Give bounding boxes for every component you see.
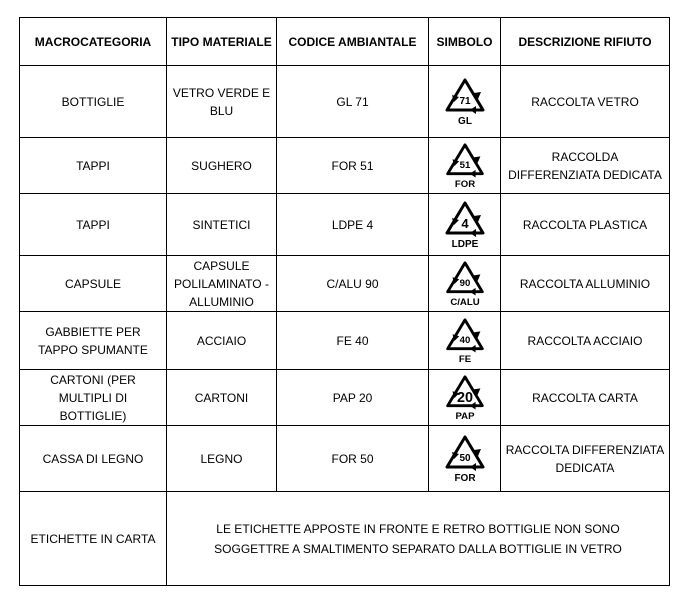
symbol-label: GL <box>457 115 472 127</box>
simbolo-cell <box>429 312 501 370</box>
simbolo-cell <box>429 256 501 312</box>
symbol-number: 51 <box>459 159 470 171</box>
header-codice-ambientale: CODICE AMBIANTALE <box>277 18 429 66</box>
recycling-symbol-icon <box>441 316 489 366</box>
symbol-number: 50 <box>458 452 471 464</box>
symbol-label: FOR <box>454 178 475 190</box>
simbolo-cell <box>429 66 501 138</box>
tipo-materiale-cell: CAPSULE POLILAMINATO - ALLUMINIO <box>167 256 277 312</box>
descrizione-cell: RACCOLTA ACCIAIO <box>501 312 670 370</box>
recycling-symbol-icon <box>441 141 489 191</box>
tipo-materiale-cell: SUGHERO <box>167 138 277 194</box>
macrocategoria-cell: CARTONI (PER MULTIPLI DI BOTTIGLIE) <box>20 370 167 426</box>
codice-cell: FOR 50 <box>277 426 429 492</box>
table-row <box>20 194 670 256</box>
symbol-number: 40 <box>459 334 470 346</box>
table-row <box>20 256 670 312</box>
table-row <box>20 312 670 370</box>
symbol-label: FE <box>458 353 471 365</box>
descrizione-cell: RACCOLTA PLASTICA <box>501 194 670 256</box>
symbol-number: 71 <box>458 95 471 107</box>
simbolo-cell <box>429 194 501 256</box>
recycling-table <box>19 17 670 586</box>
codice-cell: C/ALU 90 <box>277 256 429 312</box>
tipo-materiale-cell: ACCIAIO <box>167 312 277 370</box>
recycling-symbol-icon <box>441 433 489 485</box>
symbol-number: 20 <box>456 389 473 406</box>
symbol-label: LDPE <box>451 238 478 250</box>
descrizione-cell: RACCOLTA DIFFERENZIATA DEDICATA <box>501 426 670 492</box>
header-simbolo: SIMBOLO <box>429 18 501 66</box>
descrizione-cell: RACCOLDA DIFFERENZIATA DEDICATA <box>501 138 670 194</box>
table-row <box>20 370 670 426</box>
tipo-materiale-cell: CARTONI <box>167 370 277 426</box>
header-tipo-materiale: TIPO MATERIALE <box>167 18 277 66</box>
macrocategoria-cell: BOTTIGLIE <box>20 66 167 138</box>
symbol-number: 90 <box>459 277 470 289</box>
table-row-etichette <box>20 492 670 586</box>
recycling-symbol-icon <box>441 199 489 251</box>
codice-cell: FOR 51 <box>277 138 429 194</box>
codice-cell: GL 71 <box>277 66 429 138</box>
table-row <box>20 66 670 138</box>
table-row <box>20 426 670 492</box>
tipo-materiale-cell: SINTETICI <box>167 194 277 256</box>
tipo-materiale-cell: VETRO VERDE E BLU <box>167 66 277 138</box>
macrocategoria-cell: CASSA DI LEGNO <box>20 426 167 492</box>
codice-cell: PAP 20 <box>277 370 429 426</box>
macrocategoria-cell: TAPPI <box>20 138 167 194</box>
symbol-label: C/ALU <box>449 296 480 308</box>
macrocategoria-cell: GABBIETTE PER TAPPO SPUMANTE <box>20 312 167 370</box>
symbol-number: 4 <box>460 215 469 231</box>
recycling-symbol-icon <box>441 373 489 423</box>
macrocategoria-cell: CAPSULE <box>20 256 167 312</box>
simbolo-cell <box>429 426 501 492</box>
table-row <box>20 138 670 194</box>
symbol-label: FOR <box>453 472 476 484</box>
recycling-symbol-icon <box>441 259 489 309</box>
recycling-symbol-icon <box>441 76 489 128</box>
macrocategoria-cell: TAPPI <box>20 194 167 256</box>
header-row <box>20 18 670 66</box>
tipo-materiale-cell: LEGNO <box>167 426 277 492</box>
header-macrocategoria: MACROCATEGORIA <box>20 18 167 66</box>
symbol-label: PAP <box>454 410 475 422</box>
simbolo-cell <box>429 138 501 194</box>
descrizione-cell: RACCOLTA ALLUMINIO <box>501 256 670 312</box>
codice-cell: FE 40 <box>277 312 429 370</box>
descrizione-cell: RACCOLTA VETRO <box>501 66 670 138</box>
simbolo-cell <box>429 370 501 426</box>
macrocategoria-cell: ETICHETTE IN CARTA <box>20 492 167 586</box>
etichette-note: LE ETICHETTE APPOSTE IN FRONTE E RETRO BOTTIGLIE NON SONO SOGGETTRE A SMALTIMENTO SEPARATO DALLA BOTTIGLIE IN VETRO <box>167 492 670 586</box>
codice-cell: LDPE 4 <box>277 194 429 256</box>
header-descrizione-rifiuto: DESCRIZIONE RIFIUTO <box>501 18 670 66</box>
descrizione-cell: RACCOLTA CARTA <box>501 370 670 426</box>
